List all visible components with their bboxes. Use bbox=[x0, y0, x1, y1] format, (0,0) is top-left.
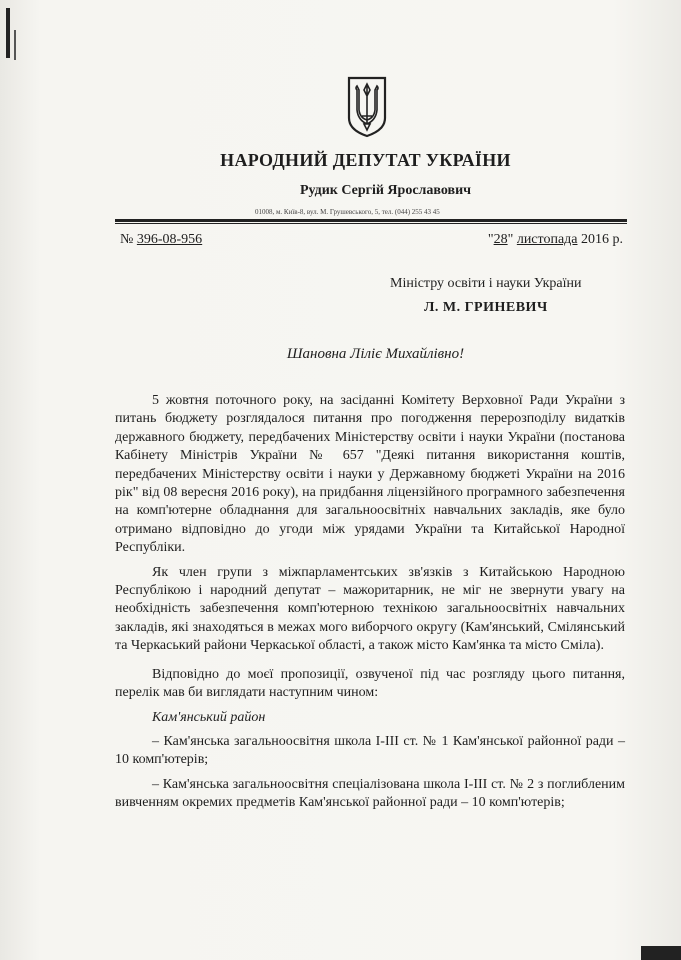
paragraph: Відповідно до моєї пропозиції, озвученої під час розгляду цього питання, перелік мав би виглядати наступним чином: bbox=[115, 666, 625, 701]
date-year: 2016 р. bbox=[581, 232, 623, 247]
paragraph: Як член групи з міжпарламентських зв'язків з Китайською Народною Республікою і народний депутат – мажоритарник, не міг не звернути увагу на необхідність забезпечення комп'ютерною технікою загальноосвітніх навчальних закладів, які знаходяться в межах мого виборчого округу (Кам'янський, Смілянський та Черкаський райони Черкаської області, а також місто Кам'янка та місто Сміла). bbox=[115, 564, 625, 654]
district-heading: Кам'янський район bbox=[152, 709, 266, 725]
salutation: Шановна Ліліє Михайлівно! bbox=[286, 346, 465, 362]
paragraph: 5 жовтня поточного року, на засіданні Комітету Верховної Ради України з питань бюджету розглядалося питання про погодження перерозподілу видатків державного бюджету, передбачених Міністерству освіти і науки України (постанова Кабінету Міністрів України № 657 "Деякі питання використання коштів, передбачених Міністерству освіти і науки у Державному бюджеті України на 2016 рік" від 08 вересня 2016 року), на придбання ліцензійного програмного забезпечення на комп'ютерне обладнання для загальноосвітніх навчальних закладів, яке було отримано відповідно до угоди між урядами України та Китайської Народної Республіки. bbox=[115, 393, 625, 556]
outgoing-number bbox=[120, 232, 202, 248]
scan-edge-mark bbox=[6, 8, 10, 58]
scan-corner-mark bbox=[641, 946, 681, 960]
number-prefix: № bbox=[120, 232, 134, 247]
recipient-name: Л. М. ГРИНЕВИЧ bbox=[424, 300, 548, 315]
trident-emblem-icon bbox=[346, 76, 388, 138]
letter-date: "28" листопада 2016 р. bbox=[487, 232, 623, 247]
date-month: листопада bbox=[516, 232, 578, 247]
number-value: 396-08-956 bbox=[136, 232, 203, 247]
list-item: – Кам'янська загальноосвітня спеціалізована школа І-ІІІ ст. № 2 з поглибленим вивченням окремих предметів Кам'янської районної ради – 10 комп'ютерів; bbox=[115, 776, 625, 811]
letter-body bbox=[115, 392, 625, 813]
scan-edge-mark bbox=[14, 30, 16, 60]
sender-address: 01008, м. Київ-8, вул. М. Грушевського, 5, тел. (044) 255 43 45 bbox=[255, 208, 440, 216]
header-rule bbox=[115, 219, 627, 222]
sender-name: Рудик Сергій Ярославович bbox=[299, 183, 472, 198]
list-item: – Кам'янська загальноосвітня школа І-ІІІ ст. № 1 Кам'янської районної ради – 10 комп'ютерів; bbox=[115, 733, 625, 768]
recipient-position: Міністру освіти і науки України bbox=[390, 276, 582, 291]
date-day: 28 bbox=[493, 232, 508, 247]
header-rule bbox=[115, 223, 627, 224]
sender-title: НАРОДНИЙ ДЕПУТАТ УКРАЇНИ bbox=[220, 150, 511, 170]
